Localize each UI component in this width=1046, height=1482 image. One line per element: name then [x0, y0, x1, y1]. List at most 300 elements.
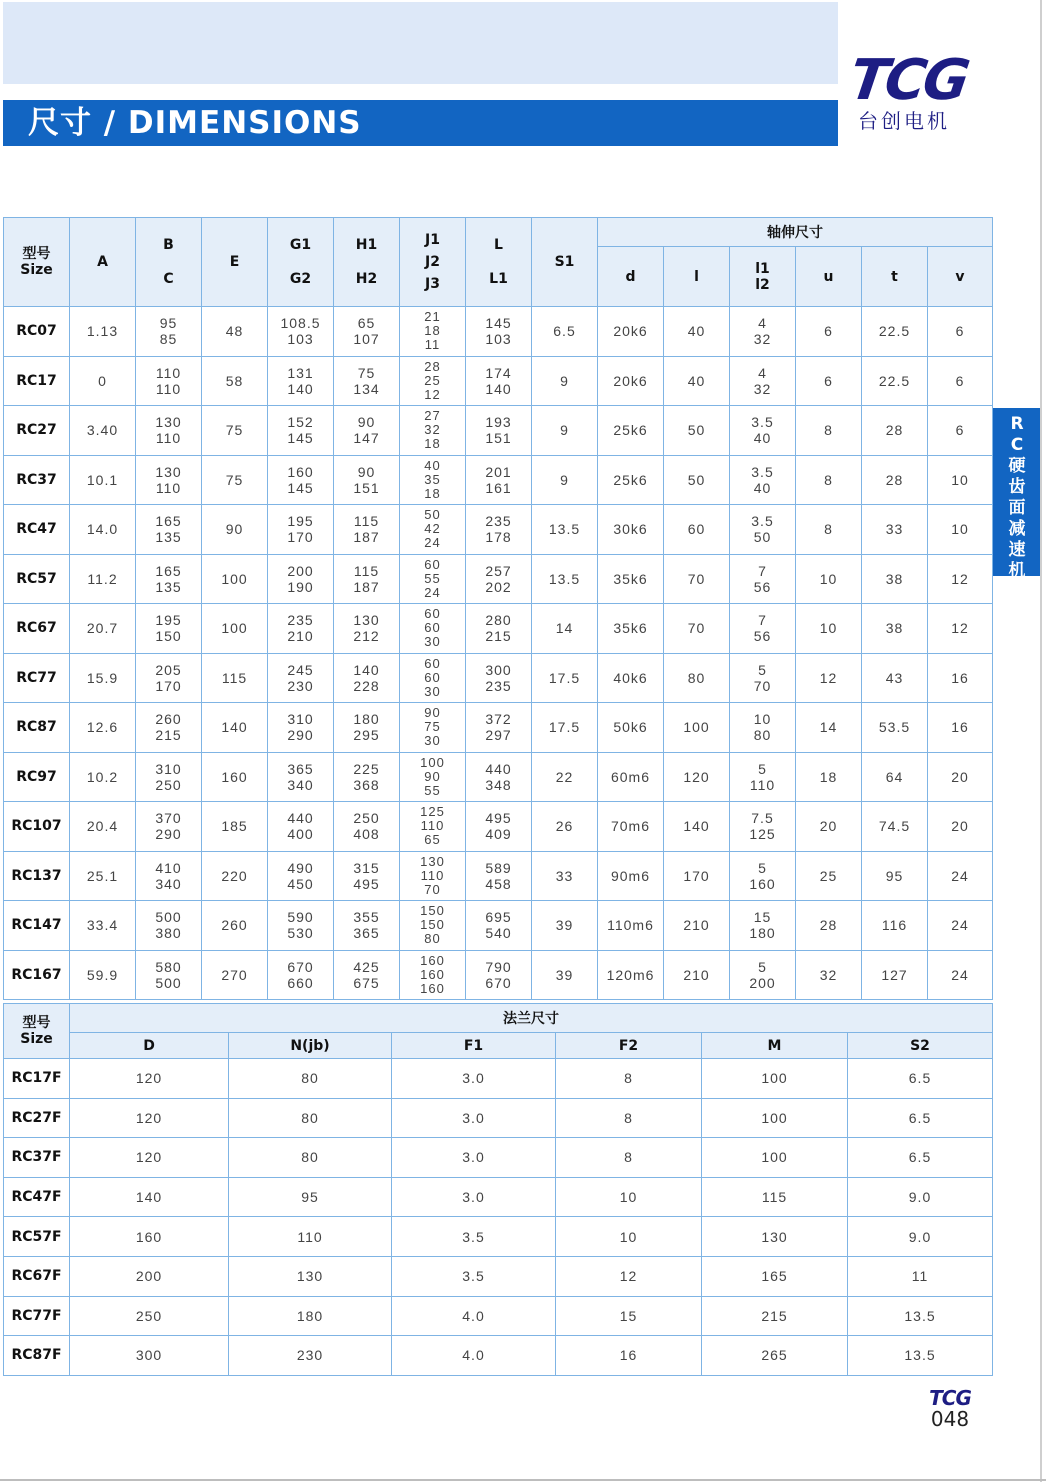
cell-j [400, 802, 466, 852]
cell-u: 8 [796, 455, 862, 505]
flange-cell-m: 215 [702, 1296, 848, 1336]
cell-l12 [730, 505, 796, 555]
table-row [4, 1217, 993, 1257]
cell-l: 70 [664, 604, 730, 654]
cell-l-pair [466, 851, 532, 901]
cell-h [334, 356, 400, 406]
cell-e: 260 [202, 901, 268, 951]
cell-h1: 315 [353, 859, 380, 876]
cell-bc [136, 752, 202, 802]
footer [925, 1388, 975, 1430]
cell-t: 28 [862, 455, 928, 505]
cell-l1: 140 [485, 380, 512, 397]
cell-h [334, 653, 400, 703]
cell-l2: 125 [749, 826, 776, 843]
flange-cell-d: 200 [70, 1256, 229, 1296]
cell-l-pair [466, 901, 532, 951]
cell-h2: 495 [353, 875, 380, 892]
cell-b: 580 [155, 958, 182, 975]
cell-j2: 90 [424, 768, 441, 784]
cell-v: 24 [928, 851, 993, 901]
cell-a: 10.2 [70, 752, 136, 802]
cell-t: 127 [862, 950, 928, 1000]
cell-bc [136, 406, 202, 456]
cell-g1: 440 [287, 810, 314, 827]
cell-size: RC07 [4, 307, 70, 357]
cell-h [334, 604, 400, 654]
cell-d: 120m6 [598, 950, 664, 1000]
cell-h [334, 703, 400, 753]
cell-bc [136, 604, 202, 654]
cell-g2: 210 [287, 628, 314, 645]
cell-l2: 70 [753, 677, 772, 694]
flange-cell-f1: 3.0 [392, 1177, 556, 1217]
flange-cell-f1: 3.5 [392, 1217, 556, 1257]
cell-l1: 3.5 [751, 463, 774, 480]
cell-j1: 28 [424, 358, 441, 374]
flange-cell-f1: 3.0 [392, 1098, 556, 1138]
logo-company-name: 台创电机 [858, 109, 950, 133]
cell-g2: 103 [287, 331, 314, 348]
col-header-flange-f2: F2 [556, 1033, 702, 1059]
cell-h2: 134 [353, 380, 380, 397]
cell-s1: 9 [532, 455, 598, 505]
cell-c: 110 [155, 479, 182, 496]
cell-l1: 3.5 [751, 513, 774, 530]
cell-l: 60 [664, 505, 730, 555]
cell-l: 170 [664, 851, 730, 901]
flange-cell-m: 100 [702, 1138, 848, 1178]
cell-u: 8 [796, 505, 862, 555]
table-row [4, 554, 993, 604]
cell-l: 50 [664, 406, 730, 456]
cell-v: 12 [928, 554, 993, 604]
cell-e: 140 [202, 703, 268, 753]
cell-l-pair [466, 406, 532, 456]
cell-h [334, 307, 400, 357]
cell-l1: 540 [485, 925, 512, 942]
col-header-l-shaft: l [664, 247, 730, 307]
cell-v: 16 [928, 703, 993, 753]
cell-d: 90m6 [598, 851, 664, 901]
cell-size: RC107 [4, 802, 70, 852]
page-number: 048 [930, 1407, 970, 1431]
col-header-v: v [928, 247, 993, 307]
flange-cell-m: 115 [702, 1177, 848, 1217]
cell-u: 8 [796, 406, 862, 456]
brand-logo [845, 48, 990, 133]
cell-j1: 130 [420, 853, 445, 869]
cell-l2: 180 [749, 925, 776, 942]
cell-l2: 32 [753, 380, 772, 397]
cell-j2: 32 [424, 422, 441, 438]
cell-e: 115 [202, 653, 268, 703]
cell-l: 280 [485, 612, 512, 629]
cell-t: 38 [862, 554, 928, 604]
cell-h [334, 554, 400, 604]
cell-j2: 25 [424, 372, 441, 388]
cell-l1: 161 [485, 479, 512, 496]
cell-u: 10 [796, 604, 862, 654]
cell-h2: 228 [353, 677, 380, 694]
cell-bc [136, 851, 202, 901]
cell-j1: 60 [424, 655, 441, 671]
cell-j3: 24 [424, 584, 441, 600]
cell-j1: 160 [420, 952, 445, 968]
cell-g [268, 950, 334, 1000]
cell-l1: 670 [485, 974, 512, 991]
flange-cell-f1: 3.5 [392, 1256, 556, 1296]
flange-cell-d: 120 [70, 1059, 229, 1099]
col-header-a: A [70, 218, 136, 307]
flange-cell-s2: 6.5 [848, 1138, 993, 1178]
cell-l12 [730, 356, 796, 406]
cell-h [334, 802, 400, 852]
cell-h1: 225 [353, 760, 380, 777]
cell-size: RC47 [4, 505, 70, 555]
cell-s1: 9 [532, 356, 598, 406]
cell-j [400, 901, 466, 951]
cell-l: 50 [664, 455, 730, 505]
cell-e: 270 [202, 950, 268, 1000]
cell-j1: 125 [420, 804, 445, 820]
cell-v: 10 [928, 455, 993, 505]
cell-size: RC57 [4, 554, 70, 604]
cell-l12 [730, 802, 796, 852]
table-row [4, 307, 993, 357]
cell-h [334, 950, 400, 1000]
table-row [4, 851, 993, 901]
cell-g2: 340 [287, 776, 314, 793]
cell-l: 589 [485, 859, 512, 876]
page-title: 尺寸 / DIMENSIONS [28, 105, 362, 141]
size-header [4, 218, 70, 307]
flange-cell-d: 300 [70, 1336, 229, 1376]
cell-s1: 6.5 [532, 307, 598, 357]
cell-l12 [730, 703, 796, 753]
cell-c: 85 [159, 331, 178, 348]
footer-logo-mark: TCG [929, 1386, 971, 1410]
flange-cell-f2: 8 [556, 1098, 702, 1138]
col-header-b: B [163, 237, 174, 253]
cell-j3: 55 [424, 782, 441, 798]
table-row [4, 505, 993, 555]
cell-h2: 295 [353, 727, 380, 744]
side-tab-label: RC硬齿面减速机 [1008, 414, 1026, 581]
cell-bc [136, 802, 202, 852]
cell-e: 75 [202, 406, 268, 456]
cell-h1: 90 [357, 414, 376, 431]
cell-e: 48 [202, 307, 268, 357]
cell-size: RC87 [4, 703, 70, 753]
cell-d: 70m6 [598, 802, 664, 852]
cell-g [268, 901, 334, 951]
cell-c: 110 [155, 430, 182, 447]
cell-j3: 70 [424, 881, 441, 897]
cell-j1: 50 [424, 507, 441, 523]
cell-c: 215 [155, 727, 182, 744]
col-header-s1: S1 [532, 218, 598, 307]
cell-h [334, 455, 400, 505]
table-row [4, 604, 993, 654]
cell-j3: 160 [420, 980, 445, 996]
cell-g1: 195 [287, 513, 314, 530]
cell-t: 64 [862, 752, 928, 802]
cell-g1: 200 [287, 562, 314, 579]
cell-c: 150 [155, 628, 182, 645]
cell-c: 250 [155, 776, 182, 793]
cell-v: 20 [928, 752, 993, 802]
cell-l: 210 [664, 901, 730, 951]
cell-j [400, 653, 466, 703]
flange-size-header-cn: 型号 [22, 1015, 51, 1031]
flange-cell-size: RC77F [4, 1296, 70, 1336]
cell-l1: 235 [485, 677, 512, 694]
cell-size: RC17 [4, 356, 70, 406]
cell-b: 165 [155, 562, 182, 579]
cell-size: RC77 [4, 653, 70, 703]
cell-h2: 107 [353, 331, 380, 348]
cell-u: 12 [796, 653, 862, 703]
col-header-h2: H2 [355, 271, 378, 287]
cell-l2: 40 [753, 430, 772, 447]
cell-g [268, 653, 334, 703]
cell-l1: 10 [753, 711, 772, 728]
cell-g1: 108.5 [280, 315, 321, 332]
cell-l12 [730, 406, 796, 456]
cell-l: 440 [485, 760, 512, 777]
cell-g [268, 554, 334, 604]
cell-t: 22.5 [862, 356, 928, 406]
col-header-j1: J1 [425, 232, 440, 248]
cell-l: 257 [485, 562, 512, 579]
flange-cell-m: 100 [702, 1098, 848, 1138]
col-header-c: C [163, 271, 174, 287]
cell-g [268, 752, 334, 802]
cell-l12 [730, 653, 796, 703]
col-header-g1: G1 [289, 237, 312, 253]
cell-bc [136, 455, 202, 505]
table-row [4, 1336, 993, 1376]
cell-h1: 130 [353, 612, 380, 629]
cell-l2: 110 [749, 776, 776, 793]
col-header-j2: J2 [425, 254, 440, 270]
side-category-tab [992, 408, 1042, 581]
cell-j3: 30 [424, 634, 441, 650]
cell-h2: 151 [353, 479, 380, 496]
cell-h [334, 505, 400, 555]
cell-b: 165 [155, 513, 182, 530]
cell-j2: 160 [420, 966, 445, 982]
flange-cell-s2: 9.0 [848, 1217, 993, 1257]
cell-b: 370 [155, 810, 182, 827]
flange-cell-f1: 3.0 [392, 1059, 556, 1099]
flange-cell-s2: 9.0 [848, 1177, 993, 1217]
cell-u: 6 [796, 356, 862, 406]
flange-cell-n: 180 [229, 1296, 392, 1336]
table-row [4, 950, 993, 1000]
cell-j [400, 703, 466, 753]
cell-l-pair [466, 307, 532, 357]
cell-j2: 75 [424, 719, 441, 735]
cell-l2: 160 [749, 875, 776, 892]
cell-size: RC27 [4, 406, 70, 456]
cell-l-pair [466, 505, 532, 555]
cell-bc [136, 901, 202, 951]
cell-e: 220 [202, 851, 268, 901]
cell-a: 20.4 [70, 802, 136, 852]
cell-t: 53.5 [862, 703, 928, 753]
flange-cell-size: RC37F [4, 1138, 70, 1178]
cell-h1: 75 [357, 364, 376, 381]
cell-t: 28 [862, 406, 928, 456]
cell-u: 20 [796, 802, 862, 852]
cell-g [268, 851, 334, 901]
flange-cell-m: 265 [702, 1336, 848, 1376]
cell-l12 [730, 455, 796, 505]
cell-c: 340 [155, 875, 182, 892]
cell-h2: 147 [353, 430, 380, 447]
cell-b: 500 [155, 909, 182, 926]
cell-v: 24 [928, 901, 993, 951]
flange-cell-s2: 11 [848, 1256, 993, 1296]
cell-j3: 65 [424, 832, 441, 848]
flange-cell-f1: 4.0 [392, 1336, 556, 1376]
cell-u: 32 [796, 950, 862, 1000]
cell-j2: 110 [420, 818, 445, 834]
cell-v: 24 [928, 950, 993, 1000]
cell-g2: 170 [287, 529, 314, 546]
cell-d: 20k6 [598, 356, 664, 406]
cell-e: 160 [202, 752, 268, 802]
cell-j [400, 505, 466, 555]
cell-v: 16 [928, 653, 993, 703]
cell-g [268, 455, 334, 505]
cell-d: 25k6 [598, 455, 664, 505]
cell-s1: 26 [532, 802, 598, 852]
cell-s1: 17.5 [532, 703, 598, 753]
flange-cell-s2: 6.5 [848, 1098, 993, 1138]
cell-l: 40 [664, 356, 730, 406]
cell-j [400, 950, 466, 1000]
cell-h1: 140 [353, 661, 380, 678]
cell-g [268, 703, 334, 753]
cell-l: 495 [485, 810, 512, 827]
cell-h1: 90 [357, 463, 376, 480]
cell-a: 20.7 [70, 604, 136, 654]
header-band [3, 2, 838, 84]
cell-l2: 40 [753, 479, 772, 496]
cell-h1: 65 [357, 315, 376, 332]
cell-j1: 60 [424, 556, 441, 572]
cell-j1: 60 [424, 606, 441, 622]
cell-u: 10 [796, 554, 862, 604]
cell-h2: 187 [353, 578, 380, 595]
cell-g [268, 604, 334, 654]
flange-cell-s2: 6.5 [848, 1059, 993, 1099]
col-header-l: L [494, 237, 503, 253]
cell-h [334, 901, 400, 951]
table-row [4, 1059, 993, 1099]
cell-s1: 22 [532, 752, 598, 802]
cell-j1: 150 [420, 903, 445, 919]
cell-l1: 15 [753, 909, 772, 926]
cell-c: 135 [155, 578, 182, 595]
cell-g1: 590 [287, 909, 314, 926]
flange-cell-n: 130 [229, 1256, 392, 1296]
cell-l1: 458 [485, 875, 512, 892]
cell-c: 500 [155, 974, 182, 991]
flange-cell-f2: 16 [556, 1336, 702, 1376]
col-header-l1: L1 [489, 271, 508, 287]
flange-cell-f2: 12 [556, 1256, 702, 1296]
cell-l12 [730, 901, 796, 951]
cell-e: 75 [202, 455, 268, 505]
cell-b: 410 [155, 859, 182, 876]
cell-size: RC147 [4, 901, 70, 951]
table-row [4, 752, 993, 802]
cell-g [268, 505, 334, 555]
cell-h2: 365 [353, 925, 380, 942]
cell-g1: 670 [287, 958, 314, 975]
cell-c: 170 [155, 677, 182, 694]
cell-c: 290 [155, 826, 182, 843]
cell-t: 33 [862, 505, 928, 555]
cell-l-pair [466, 455, 532, 505]
col-header-flange-s2: S2 [848, 1033, 993, 1059]
flange-cell-size: RC17F [4, 1059, 70, 1099]
table-row [4, 1098, 993, 1138]
logo-mark: TCG [845, 48, 971, 113]
cell-size: RC67 [4, 604, 70, 654]
cell-g1: 365 [287, 760, 314, 777]
cell-e: 100 [202, 604, 268, 654]
cell-j3: 18 [424, 436, 441, 452]
table-row [4, 1296, 993, 1336]
col-header-l1-shaft: l1 [755, 260, 770, 277]
cell-j3: 30 [424, 733, 441, 749]
cell-t: 43 [862, 653, 928, 703]
col-header-l2-shaft: l2 [755, 276, 770, 293]
cell-l1: 215 [485, 628, 512, 645]
cell-g2: 400 [287, 826, 314, 843]
cell-u: 6 [796, 307, 862, 357]
col-header-g2: G2 [289, 271, 312, 287]
flange-cell-n: 95 [229, 1177, 392, 1217]
cell-l1: 7 [758, 562, 767, 579]
cell-j2: 60 [424, 620, 441, 636]
cell-s1: 9 [532, 406, 598, 456]
cell-v: 6 [928, 406, 993, 456]
cell-l1: 5 [758, 760, 767, 777]
cell-h2: 368 [353, 776, 380, 793]
flange-cell-s2: 13.5 [848, 1296, 993, 1336]
cell-a: 33.4 [70, 901, 136, 951]
cell-j [400, 604, 466, 654]
cell-v: 6 [928, 307, 993, 357]
cell-l: 372 [485, 711, 512, 728]
cell-e: 58 [202, 356, 268, 406]
cell-u: 18 [796, 752, 862, 802]
cell-l-pair [466, 356, 532, 406]
cell-d: 60m6 [598, 752, 664, 802]
cell-bc [136, 703, 202, 753]
table-row [4, 802, 993, 852]
col-header-bc [136, 218, 202, 307]
cell-j [400, 455, 466, 505]
flange-cell-n: 80 [229, 1059, 392, 1099]
cell-l1: 297 [485, 727, 512, 744]
